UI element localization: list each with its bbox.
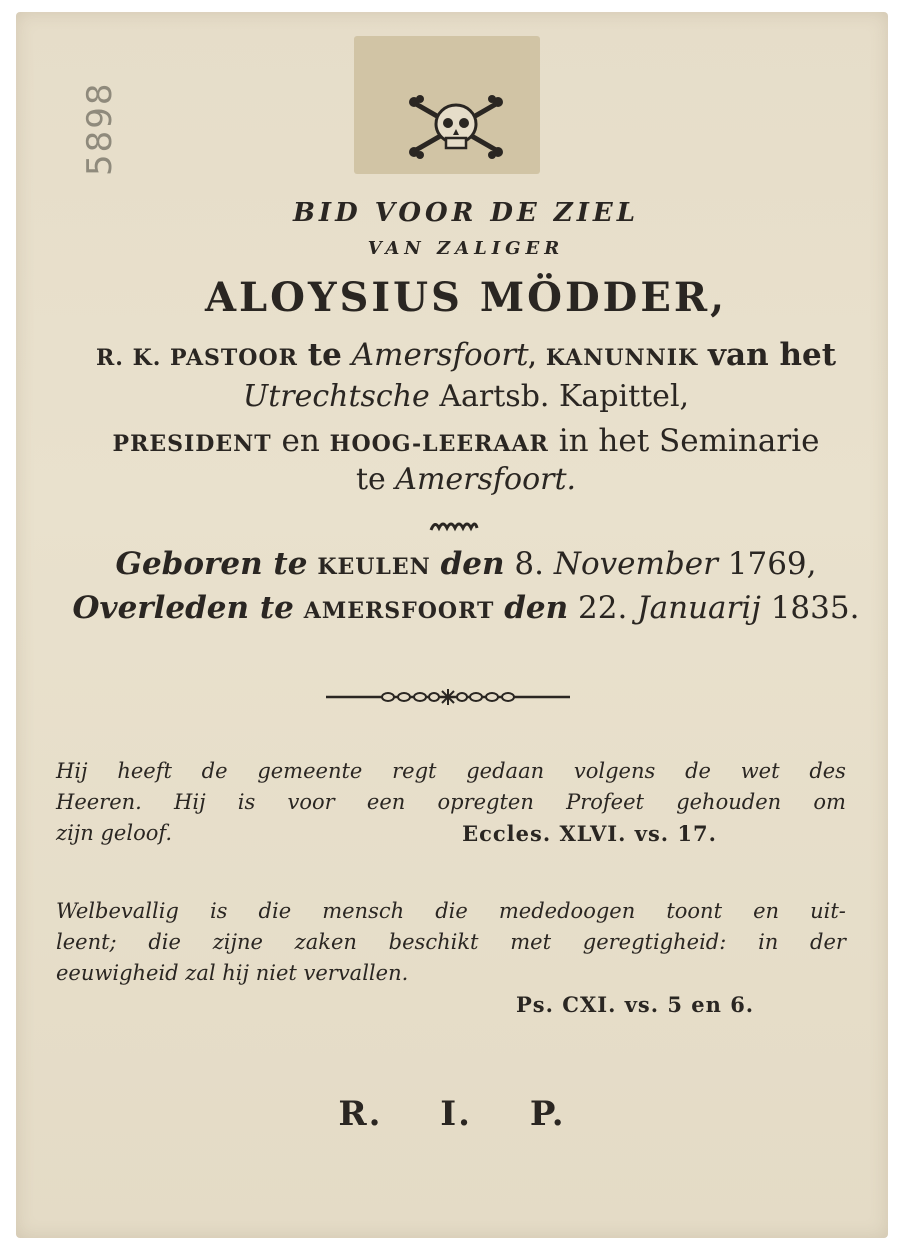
born-month: November bbox=[553, 546, 718, 582]
word: die bbox=[435, 899, 468, 923]
word: Profeet bbox=[566, 790, 644, 814]
word: mensch bbox=[322, 899, 405, 923]
word: zijne bbox=[212, 930, 263, 954]
word: volgens bbox=[573, 759, 656, 783]
title-kapittel: Aartsb. Kapittel, bbox=[439, 379, 690, 414]
verse-1-reference: Eccles. XLVI. vs. 17. bbox=[462, 821, 717, 846]
word: in bbox=[758, 930, 779, 954]
verse-2 bbox=[56, 896, 846, 1020]
word: toont bbox=[666, 899, 723, 923]
word: geregtigheid: bbox=[582, 930, 727, 954]
word: zaken bbox=[294, 930, 357, 954]
verse-2-row-1 bbox=[56, 896, 846, 927]
inventory-number-text: 5898 bbox=[80, 81, 120, 176]
rip-closing: R. I. P. bbox=[338, 1094, 566, 1134]
divider-ornament-icon bbox=[326, 688, 570, 706]
born-den: den bbox=[440, 546, 505, 582]
birth-line bbox=[46, 546, 886, 582]
word: de bbox=[685, 759, 711, 783]
verse-1 bbox=[56, 756, 846, 849]
verse-2-row-3 bbox=[56, 958, 846, 989]
wave-ornament-icon bbox=[429, 518, 479, 534]
word: wet bbox=[740, 759, 780, 783]
title-en: en bbox=[281, 423, 320, 459]
title-line-2 bbox=[46, 379, 886, 414]
word: om bbox=[813, 790, 846, 814]
word: een bbox=[366, 790, 406, 814]
word: Welbevallig bbox=[56, 899, 179, 923]
born-year: 1769, bbox=[727, 546, 817, 582]
title-president: PRESIDENT bbox=[112, 431, 272, 457]
skull-crossbones-icon bbox=[406, 94, 506, 160]
word: met bbox=[510, 930, 552, 954]
title-kanunnik: , KANUNNIK bbox=[528, 345, 699, 371]
title-line-4 bbox=[46, 462, 886, 497]
word: regt bbox=[392, 759, 437, 783]
title-van-het: van het bbox=[708, 337, 837, 373]
died-label: Overleden te bbox=[72, 590, 294, 626]
word: gemeente bbox=[257, 759, 363, 783]
title-city-1: Amersfoort bbox=[351, 337, 529, 373]
death-line bbox=[46, 590, 886, 626]
word: leent; bbox=[56, 930, 117, 954]
died-city: AMERSFOORT bbox=[303, 598, 495, 624]
verse-1-end: zijn geloof. bbox=[56, 821, 173, 845]
died-year: 1835. bbox=[770, 590, 860, 626]
title-city-2: Amersfoort. bbox=[395, 462, 577, 497]
title-line-1 bbox=[46, 337, 886, 373]
title-rk-pastoor: R. K. PASTOOR bbox=[95, 345, 298, 371]
word: gehouden bbox=[676, 790, 782, 814]
word: de bbox=[201, 759, 228, 783]
title-line-3 bbox=[46, 423, 886, 459]
word: Heeren. bbox=[56, 790, 142, 814]
word: voor bbox=[287, 790, 335, 814]
word: der bbox=[810, 930, 846, 954]
word: des bbox=[809, 759, 846, 783]
title-hoog-leeraar: HOOG-LEERAAR bbox=[329, 431, 549, 457]
verse-2-row-2 bbox=[56, 927, 846, 958]
word: heeft bbox=[117, 759, 172, 783]
title-utrechtsche: Utrechtsche bbox=[242, 379, 430, 414]
died-day: 22. bbox=[578, 590, 628, 626]
died-month: Januarij bbox=[637, 590, 761, 626]
verse-2-row-4 bbox=[56, 989, 846, 1020]
word: uit- bbox=[810, 899, 846, 923]
word: mededoogen bbox=[498, 899, 636, 923]
memorial-card bbox=[16, 12, 888, 1238]
inventory-number bbox=[80, 8, 190, 176]
deceased-name: ALOYSIUS MÖDDER, bbox=[204, 274, 727, 321]
header-line-1: BID VOOR DE ZIEL bbox=[292, 198, 640, 228]
title-te-2: te bbox=[355, 462, 386, 497]
word: gedaan bbox=[466, 759, 545, 783]
born-label: Geboren te bbox=[115, 546, 308, 582]
word: Hij bbox=[174, 790, 206, 814]
verse-2-reference: Ps. CXI. vs. 5 en 6. bbox=[516, 992, 755, 1017]
born-city: KEULEN bbox=[317, 554, 431, 580]
title-seminarie: in het Seminarie bbox=[558, 423, 820, 459]
verse-1-row-2 bbox=[56, 787, 846, 818]
header-line-2: VAN ZALIGER bbox=[367, 238, 565, 259]
word: beschikt bbox=[388, 930, 479, 954]
word: is bbox=[237, 790, 256, 814]
verse-1-row-1 bbox=[56, 756, 846, 787]
word: Hij bbox=[56, 759, 88, 783]
word: die bbox=[258, 899, 292, 923]
word: opregten bbox=[437, 790, 534, 814]
died-den: den bbox=[504, 590, 569, 626]
verse-2-end: eeuwigheid zal hij niet vervallen. bbox=[56, 961, 409, 985]
word: en bbox=[753, 899, 780, 923]
verse-1-row-3 bbox=[56, 818, 846, 849]
word: die bbox=[148, 930, 181, 954]
born-day: 8. bbox=[514, 546, 544, 582]
title-te: te bbox=[307, 337, 342, 373]
word: is bbox=[209, 899, 228, 923]
